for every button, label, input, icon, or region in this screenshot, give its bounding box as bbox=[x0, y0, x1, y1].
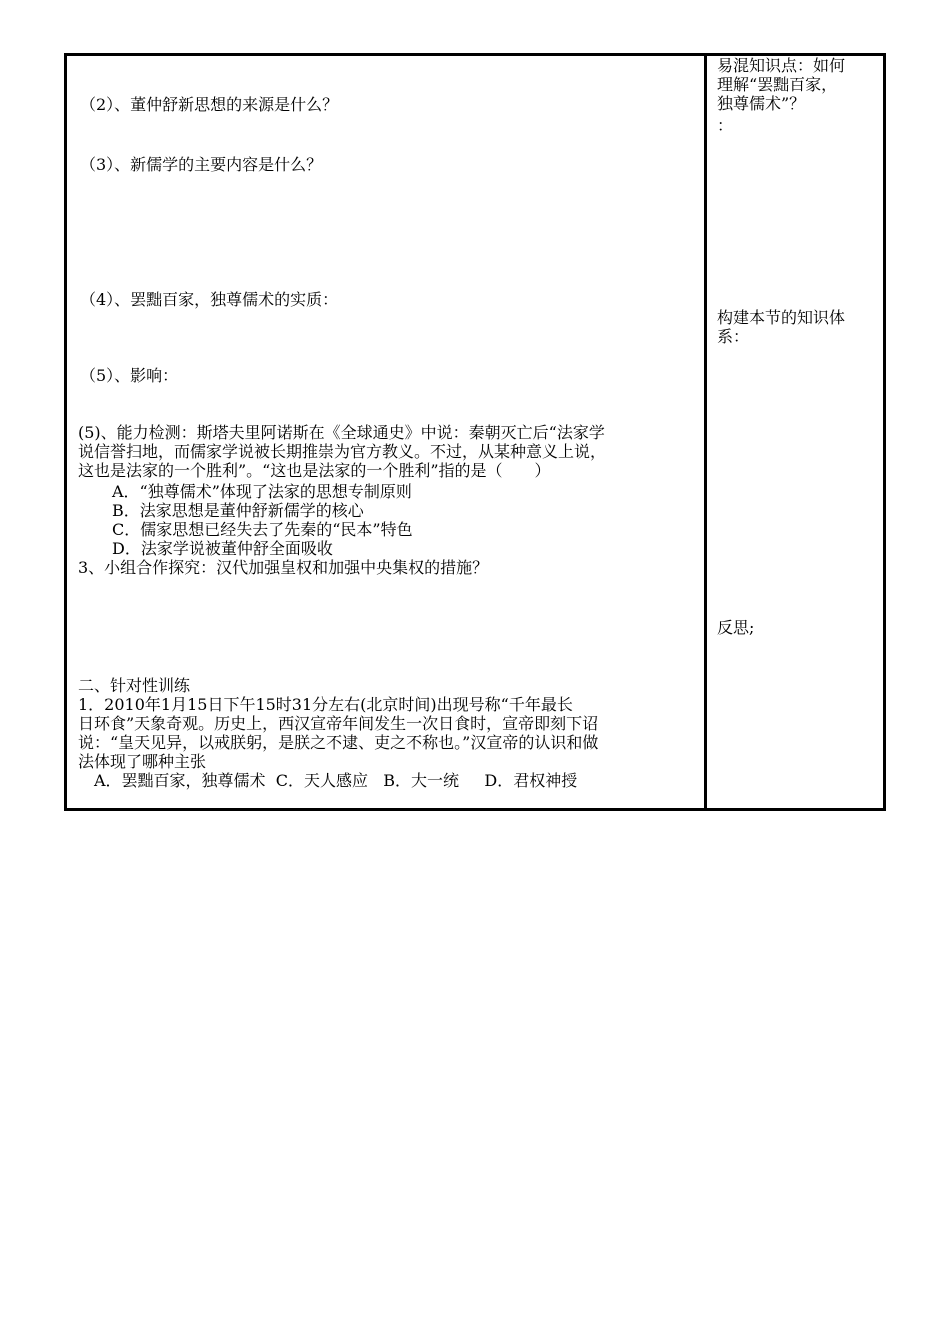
question-3: （3）、新儒学的主要内容是什么？ bbox=[80, 155, 323, 174]
ability-option-b: B．法家思想是董仲舒新儒学的核心 bbox=[112, 501, 364, 520]
confusing-points-line-4: ： bbox=[717, 116, 734, 135]
ability-check-line-2: 说信誉扫地，而儒家学说被长期推崇为官方教义。不过，从某种意义上说， bbox=[78, 442, 607, 461]
ability-check-line-3: 这也是法家的一个胜利”。“这也是法家的一个胜利”指的是（ ） bbox=[78, 461, 551, 480]
question-2: （2）、董仲舒新思想的来源是什么？ bbox=[80, 95, 339, 114]
training-q1-line-3: 说：“皇天见异，以戒朕躬，是朕之不逮、吏之不称也。”汉宣帝的认识和做 bbox=[78, 733, 599, 752]
training-heading: 二、针对性训练 bbox=[78, 676, 191, 695]
training-q1-line-4: 法体现了哪种主张 bbox=[78, 752, 207, 771]
confusing-points-line-2: 理解“罢黜百家， bbox=[717, 75, 838, 94]
ability-option-d: D．法家学说被董仲舒全面吸收 bbox=[112, 539, 333, 558]
knowledge-system-line-2: 系： bbox=[717, 327, 750, 346]
reflection-label: 反思; bbox=[717, 618, 755, 637]
knowledge-system-line-1: 构建本节的知识体 bbox=[717, 308, 846, 327]
ability-option-c: C．儒家思想已经失去了先秦的“民本”特色 bbox=[112, 520, 413, 539]
confusing-points-line-1: 易混知识点：如何 bbox=[717, 56, 846, 75]
training-q1-line-1: 1．2010年1月15日下午15时31分左右(北京时间)出现号称“千年最长 bbox=[78, 695, 573, 714]
question-4: （4）、罢黜百家，独尊儒术的实质： bbox=[80, 290, 339, 309]
ability-check-line-1: (5)、能力检测：斯塔夫里阿诺斯在《全球通史》中说：秦朝灭亡后“法家学 bbox=[78, 423, 605, 442]
question-5: （5）、影响： bbox=[80, 366, 179, 385]
ability-option-a: A．“独尊儒术”体现了法家的思想专制原则 bbox=[112, 482, 412, 501]
training-q1-line-2: 日环食”天象奇观。历史上，西汉宣帝年间发生一次日食时，宣帝即刻下诏 bbox=[78, 714, 599, 733]
training-q1-options: A．罢黜百家，独尊儒术 C．天人感应 B．大一统 D．君权神授 bbox=[94, 771, 578, 790]
group-inquiry: 3、小组合作探究：汉代加强皇权和加强中央集权的措施？ bbox=[78, 558, 489, 577]
confusing-points-line-3: 独尊儒术”？ bbox=[717, 94, 806, 113]
column-divider bbox=[704, 53, 707, 811]
